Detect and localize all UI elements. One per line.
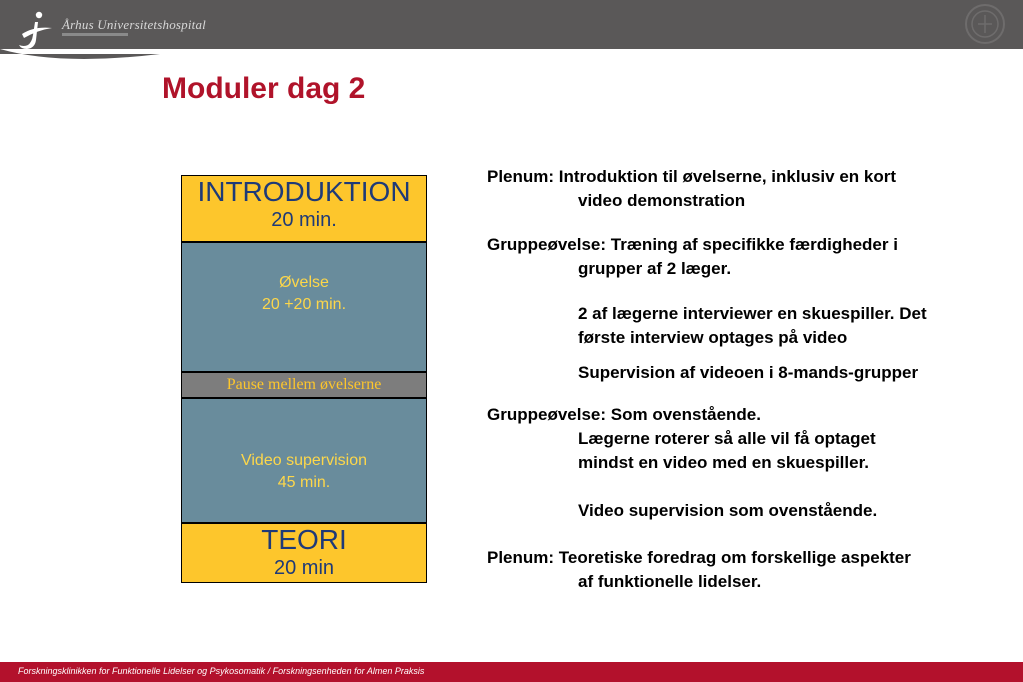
text-line: Plenum: Introduktion til øvelserne, inklusiv en kort — [487, 167, 897, 186]
hospital-logo-icon — [14, 8, 58, 59]
text-line: Lægerne roterer så alle vil få optaget — [578, 429, 876, 448]
text-line: af funktionelle lidelser. — [578, 572, 762, 591]
block-duration: 45 min. — [277, 474, 331, 491]
text-line: mindst en video med en skuespiller. — [578, 453, 869, 472]
text-line: Plenum: Teoretiske foredrag om forskellige aspekter — [487, 548, 911, 567]
footer-bar — [0, 662, 1023, 682]
text-line: 2 af lægerne interviewer en skuespiller. Det — [578, 304, 927, 323]
block-duration: 20 +20 min. — [261, 296, 347, 313]
text-line: Video supervision som ovenstående. — [578, 501, 878, 520]
block-video-supervision — [181, 398, 427, 523]
block-pause — [181, 372, 427, 398]
slide-title: Moduler dag 2 — [162, 72, 366, 105]
footer-text: Forskningsklinikken for Funktionelle Lidelser og Psykosomatik / Forskningsenheden for Almen Praksis — [18, 666, 425, 676]
block-introduktion — [181, 175, 427, 242]
text-line: Supervision af videoen i 8-mands-grupper — [578, 363, 919, 382]
text-line: Gruppeøvelse: Som ovenstående. — [487, 405, 761, 424]
university-seal-icon — [963, 2, 1007, 51]
logo-name: Århus Universitetshospital — [62, 17, 206, 32]
block-duration: 20 min. — [271, 209, 337, 231]
block-label: Video supervision — [240, 452, 367, 469]
text-line: Gruppeøvelse: Træning af specifikke færdigheder i — [487, 235, 898, 254]
block-ovelse — [181, 242, 427, 372]
header-wave — [0, 40, 1023, 80]
text-line: første interview optages på video — [578, 328, 848, 347]
block-duration: 20 min — [273, 557, 335, 579]
block-label: TEORI — [261, 524, 347, 555]
block-label: Øvelse — [279, 274, 329, 291]
block-label: INTRODUKTION — [197, 176, 411, 207]
block-label: Pause mellem øvelserne — [226, 376, 382, 393]
logo-subtitle-bar — [62, 33, 128, 36]
text-line: video demonstration — [578, 191, 746, 210]
text-line: grupper af 2 læger. — [578, 259, 732, 278]
block-teori — [181, 523, 427, 583]
